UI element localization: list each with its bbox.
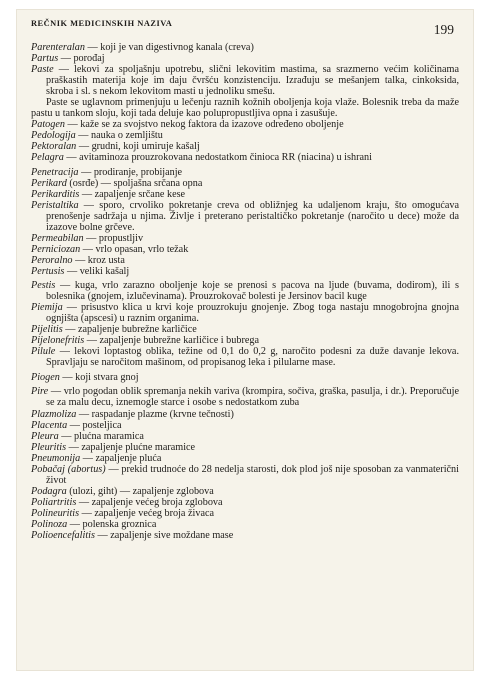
entry-term: Piemija [31,302,63,314]
entry-term: Penetracija [31,166,79,178]
dictionary-entry [31,324,459,335]
entry-term: Pestis [31,280,56,292]
entry-definition: — veliki kašalj [64,265,130,277]
entry-definition: — prodiranje, probijanje [78,166,183,178]
entry-term: Pijelitis [31,324,63,336]
entry-definition: — avitaminoza prouzrokovana nedostatkom činioca RR (niacina) u ishrani [63,152,372,164]
entry-term: Peroralno [31,254,73,266]
entry-term: Parenteralan [31,42,85,53]
dictionary-entry [31,497,459,508]
entry-definition: — lekovi za spoljašnju upotrebu, slični lekovitim mastima, sa srazmerno većim količinama praškastih materija koje im daju čvršću konzistenciju. Izrađuju se mešanjem talka, cinkoksida, skroba i sl. s nekom lekovitom masti u jednoliku smešu. [46,64,459,98]
entry-definition: — raspadanje plazme (krvne tečnosti) [76,408,234,420]
entry-term: Pleuritis [31,441,67,453]
dictionary-entry [31,42,459,53]
dictionary-entry [31,64,459,97]
dictionary-entry [31,152,459,163]
entry-term: Patogen [31,119,65,131]
dictionary-entry [31,346,459,368]
entry-definition: (osrđe) — spoljašna srčana opna [66,177,203,189]
entry-definition: — vrlo pogodan oblik spremanja nekih variva (krompira, sočiva, graška, pasulja, i dr.). Preporučuje se za malu decu, iznemogle starce i osobe s nedostatkom zuba [46,386,459,409]
entry-definition: — zapaljenje većeg broja živaca [79,507,215,519]
entry-term: Permeabilan [31,232,84,244]
entry-definition: — zapaljenje bubrežne karličice i bubrega [84,335,259,347]
entry-definition: — propustljiv [83,232,144,244]
entry-definition: — zapaljenje bubrežne karličice [62,324,197,336]
entry-term: Pilule [31,346,56,358]
entry-term: Perikarditis [31,188,80,200]
entry-definition: — prisustvo klica u krvi koje prouzrokuju gnojenje. Zbog toga nastaju mnogobrojna gnojna ognjišta (apscesi) u raznim organima. [46,302,459,325]
entry-term: Polineuritis [31,507,80,519]
dictionary-entry [31,266,459,277]
entry-term: Pire [31,386,49,398]
dictionary-entry [31,255,459,266]
entry-definition: — zapaljenje srčane kese [79,188,186,200]
entry-term: Perikard [31,177,67,189]
entry-term: Pedologija [31,130,76,142]
entry-term: Perniciozan [31,243,81,255]
dictionary-entry [31,119,459,130]
entry-definition: — prekid trudnoće do 28 nedelja starosti, dok plod još nije sposoban za vanmaterični život [46,463,459,486]
entry-definition: — posteljica [67,419,122,431]
dictionary-entry [31,244,459,255]
dictionary-entry [31,386,459,408]
entry-term: Podagra [31,485,67,497]
entry-definition: — nauka o zemljištu [75,130,163,142]
dictionary-entry [31,189,459,200]
dictionary-entry [31,431,459,442]
dictionary-entry [31,486,459,497]
dictionary-entry [31,167,459,178]
entry-term: Pijelonefritis [31,335,85,347]
entry-definition: — lekovi loptastog oblika, težine od 0,1 do 0,2 g, naročito podesni za duže davanje lekova. Spravljaju se naročitom mašinom, od propisanog leka i pilularne mase. [46,346,459,369]
entry-term: Pelagra [31,152,64,164]
entry-term: Polinoza [31,518,68,530]
entry-definition: — polenska groznica [67,518,157,530]
entry-term: Poliartritis [31,496,77,508]
entry-term: Placenta [31,419,68,431]
dictionary-entry [31,519,459,530]
entry-term: Pertusis [31,265,65,277]
entry-definition: — zapaljenje sive moždane mase [94,529,234,541]
dictionary-entry [31,409,459,420]
dictionary-entries [31,42,459,541]
dictionary-entry [31,141,459,152]
entry-definition: (ulozi, giht) — zapaljenje zglobova [66,485,214,497]
entry-definition: — zapaljenje pluća [80,452,162,464]
dictionary-entry [31,178,459,189]
dictionary-entry [31,280,459,302]
entry-definition: — kuga, vrlo zarazno oboljenje koje se prenosi s pacova na ljude (buvama, dodirom), ili s bolesnika (gnojem, izlučevinama). Prouzrokovač bolesti je Jersinov bacil kuge [46,280,459,303]
dictionary-entry [31,130,459,141]
entry-definition: — plućna maramica [58,430,144,442]
entry-term: Pektoralan [31,141,77,153]
book-page [17,10,473,670]
dictionary-entry [31,335,459,346]
entry-term: Pobačaj (abortus) [31,463,106,475]
entry-paragraph [31,97,459,119]
entry-definition: — koji stvara gnoj [59,371,139,383]
dictionary-entry [31,453,459,464]
entry-term: Pneumonija [31,452,81,464]
dictionary-entry [31,53,459,64]
entry-definition: — vrlo opasan, vrlo težak [80,243,189,255]
entry-term: Peristaltika [31,199,79,211]
entry-definition: — grudni, koji umiruje kašalj [76,141,200,153]
entry-definition: — sporo, crvoliko pokretanje creva od obližnjeg ka udaljenom kraju, što omogućava prenošenje sadržaja u njima. Življe i preterano peristaltičko pokretanje (naročito u dece) može da izazove bolne grčeve. [46,199,459,233]
dictionary-entry [31,200,459,233]
page-number: 199 [433,22,454,37]
entry-term: Partus [31,53,59,65]
dictionary-entry [31,420,459,431]
entry-definition: — kroz usta [72,254,125,266]
entry-definition: — koji je van digestivnog kanala (creva) [84,42,254,53]
entry-term: Pleura [31,430,59,442]
entry-definition: — zapaljenje većeg broja zglobova [76,496,223,508]
dictionary-entry [31,442,459,453]
entry-term: Plazmoliza [31,408,77,420]
entry-definition: — kaže se za svojstvo nekog faktora da izazove određeno oboljenje [64,119,344,131]
dictionary-entry [31,233,459,244]
entry-definition: — porođaj [58,53,105,65]
entry-term: Polioencefalitis [31,529,95,541]
dictionary-entry [31,530,459,541]
entry-term: Piogen [31,371,60,383]
entry-term: Paste [31,64,54,76]
entry-definition: Paste se uglavnom primenjuju u lečenju raznih kožnih oboljenja koja vlaže. Bolesnik treba da maže pastu u tankom sloju, koji tada deluje kao polupropustljiva opna i zasušuje. [31,97,459,120]
entry-definition: — zapaljenje plućne maramice [66,441,196,453]
dictionary-entry [31,464,459,486]
running-title: REČNIK MEDICINSKIH NAZIVA [31,19,173,28]
dictionary-entry [31,302,459,324]
dictionary-entry [31,508,459,519]
dictionary-entry [31,372,459,383]
